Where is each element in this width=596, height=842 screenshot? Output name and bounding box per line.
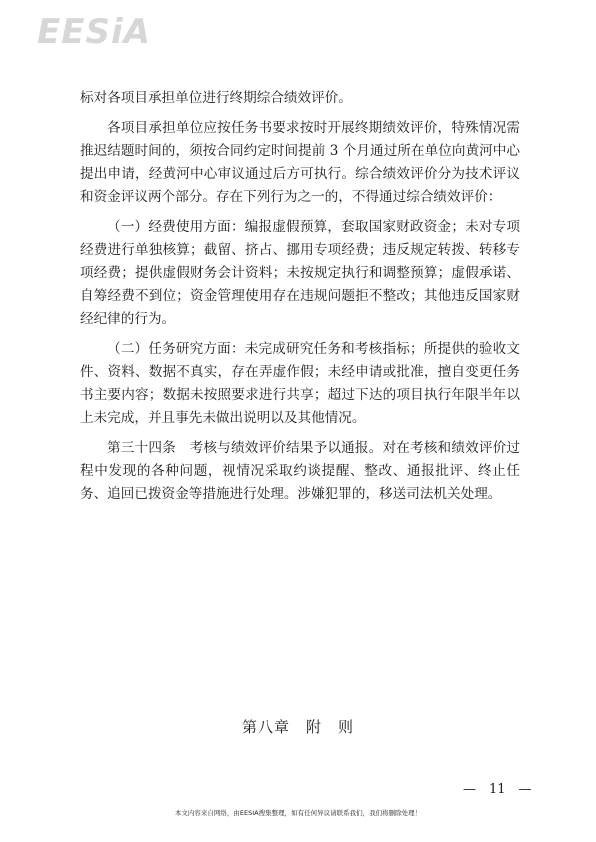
- paragraph-continuation: 标对各项目承担单位进行终期综合绩效评价。: [80, 90, 352, 106]
- article-34: 第三十四条 考核与绩效评价结果予以通报。对在考核和绩效评价过程中发现的各种问题，视情况采取约谈提醒、整改、通报批评、终止任务、追回已拨资金等措施进行处理。涉嫌犯罪的，移送司法机关处理。: [80, 440, 520, 502]
- chapter-heading: 第八章 附 则: [241, 718, 354, 736]
- page-number: — 11 —: [463, 782, 532, 797]
- paragraph-final-evaluation: 各项目承担单位应按任务书要求按时开展终期绩效评价，特殊情况需推迟结题时间的，须按合同约定时间提前 3 个月通过所在单位向黄河中心提出申请，经黄河中心审议通过后方可执行。综合绩效评价分为技术评议和资金评议两个部分。存在下列行为之一的，不得通过综合绩效评价：: [80, 120, 520, 205]
- eesia-logo: EESiA: [37, 12, 151, 52]
- paragraph-funding-violations: （一）经费使用方面：编报虚假预算，套取国家财政资金；未对专项经费进行单独核算；截留、挤占、挪用专项经费；违反规定转拨、转移专项经费；提供虚假财务会计资料；未按规定执行和调整预算；虚假承诺、自筹经费不到位；资金管理使用存在违规问题拒不整改；其他违反国家财经纪律的行为。: [80, 219, 520, 327]
- document-body: [80, 87, 520, 506]
- paragraph-task-violations: （二）任务研究方面：未完成研究任务和考核指标；所提供的验收文件、资料、数据不真实，存在弄虚作假；未经申请或批准，擅自变更任务书主要内容；数据未按照要求进行共享；超过下达的项目执行年限半年以上未完成，并且事先未做出说明以及其他情况。: [80, 341, 520, 426]
- footer-notice: 本文内容来自网络，由EESIA搜集整理，如有任何异议请联系我们，我们将删除处理！: [174, 809, 422, 817]
